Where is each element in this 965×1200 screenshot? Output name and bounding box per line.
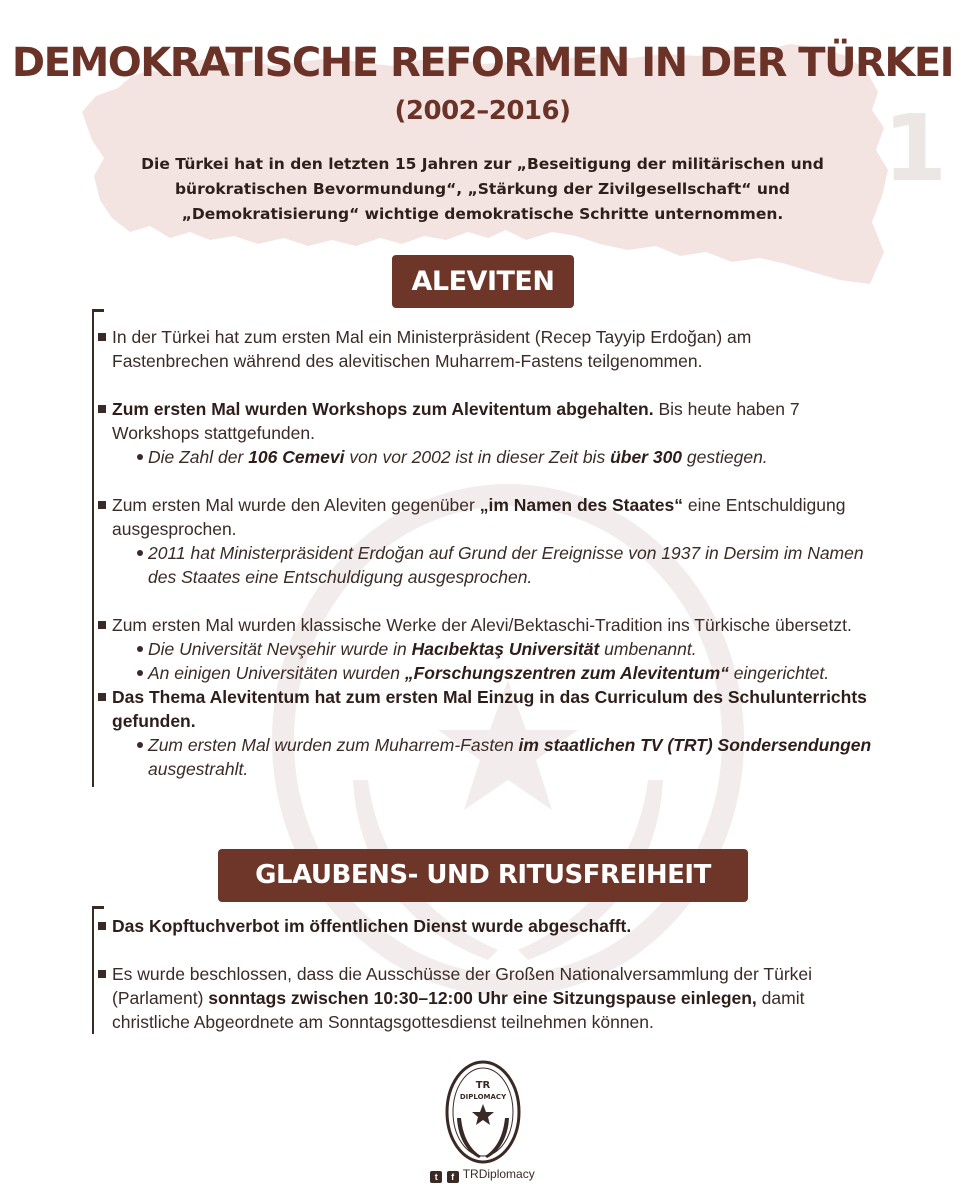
sub-list-item: Die Zahl der 106 Cemevi von vor 2002 ist in dieser Zeit bis über 300 gestiegen. bbox=[148, 445, 872, 469]
list-item: Es wurde beschlossen, dass die Ausschüsse der Großen Nationalversammlung der Türkei (Parlament) sonntags zwischen 10:30–12:00 Uhr eine Sitzungspause einlegen, damit christliche Abgeordnete am Sonntagsgottesdienst teilnehmen können. bbox=[112, 962, 872, 1034]
star-icon bbox=[472, 1104, 494, 1125]
logo-text-tr: TR bbox=[475, 1080, 491, 1091]
list-item: Zum ersten Mal wurden Workshops zum Alevitentum abgehalten. Bis heute haben 7 Workshops stattgefunden. bbox=[112, 397, 872, 445]
logo-text-diplomacy: DIPLOMACY bbox=[459, 1093, 507, 1101]
social-handle-text: TRDiplomacy bbox=[462, 1167, 535, 1181]
glaubensfreiheit-list bbox=[112, 914, 872, 1034]
page-subtitle: (2002–2016) bbox=[394, 96, 571, 126]
tr-diplomacy-logo bbox=[443, 1058, 523, 1166]
list-item: Das Thema Alevitentum hat zum ersten Mal Einzug in das Curriculum des Schulunterrichts gefunden. bbox=[112, 685, 872, 733]
twitter-icon: t bbox=[430, 1171, 442, 1183]
aleviten-list bbox=[112, 325, 872, 781]
sub-list-item: Zum ersten Mal wurden zum Muharrem-Fasten im staatlichen TV (TRT) Sondersendungen ausgestrahlt. bbox=[148, 735, 872, 779]
list-item: Zum ersten Mal wurden klassische Werke der Alevi/Bektaschi-Tradition ins Türkische übersetzt. bbox=[112, 613, 872, 637]
list-item: In der Türkei hat zum ersten Mal ein Ministerpräsident (Recep Tayyip Erdoğan) am Fastenbrechen während des alevitischen Muharrem-Fastens teilgenommen. bbox=[112, 325, 872, 373]
list-item: Das Kopftuchverbot im öffentlichen Dienst wurde abgeschafft. bbox=[112, 914, 872, 938]
sub-list-item: 2011 hat Ministerpräsident Erdoğan auf Grund der Ereignisse von 1937 in Dersim im Namen des Staates eine Entschuldigung ausgesprochen. bbox=[148, 541, 872, 589]
section-heading-aleviten: ALEVITEN bbox=[392, 255, 574, 308]
section-bracket-glaubensfreiheit bbox=[92, 906, 94, 1034]
facebook-icon: f bbox=[447, 1171, 459, 1183]
page-number: 1 bbox=[882, 95, 947, 202]
intro-paragraph: Die Türkei hat in den letzten 15 Jahren zur „Beseitigung der militärischen und bürokratischen Bevormundung“, „Stärkung der Zivilgesellschaft“ und „Demokratisierung“ wichtige demokratische Schritte unternommen. bbox=[141, 155, 824, 223]
page-title: DEMOKRATISCHE REFORMEN IN DER TÜRKEI bbox=[11, 40, 954, 86]
social-handle[interactable] bbox=[0, 1167, 965, 1183]
section-bracket-aleviten bbox=[92, 309, 94, 787]
sub-list-item: An einigen Universitäten wurden „Forschungszentren zum Alevitentum“ eingerichtet. bbox=[148, 661, 872, 685]
list-item: Zum ersten Mal wurde den Aleviten gegenüber „im Namen des Staates“ eine Entschuldigung ausgesprochen. bbox=[112, 493, 872, 541]
section-heading-glaubensfreiheit: GLAUBENS- UND RITUSFREIHEIT bbox=[218, 849, 748, 902]
sub-list-item: Die Universität Nevşehir wurde in Hacıbektaş Universität umbenannt. bbox=[148, 637, 872, 661]
